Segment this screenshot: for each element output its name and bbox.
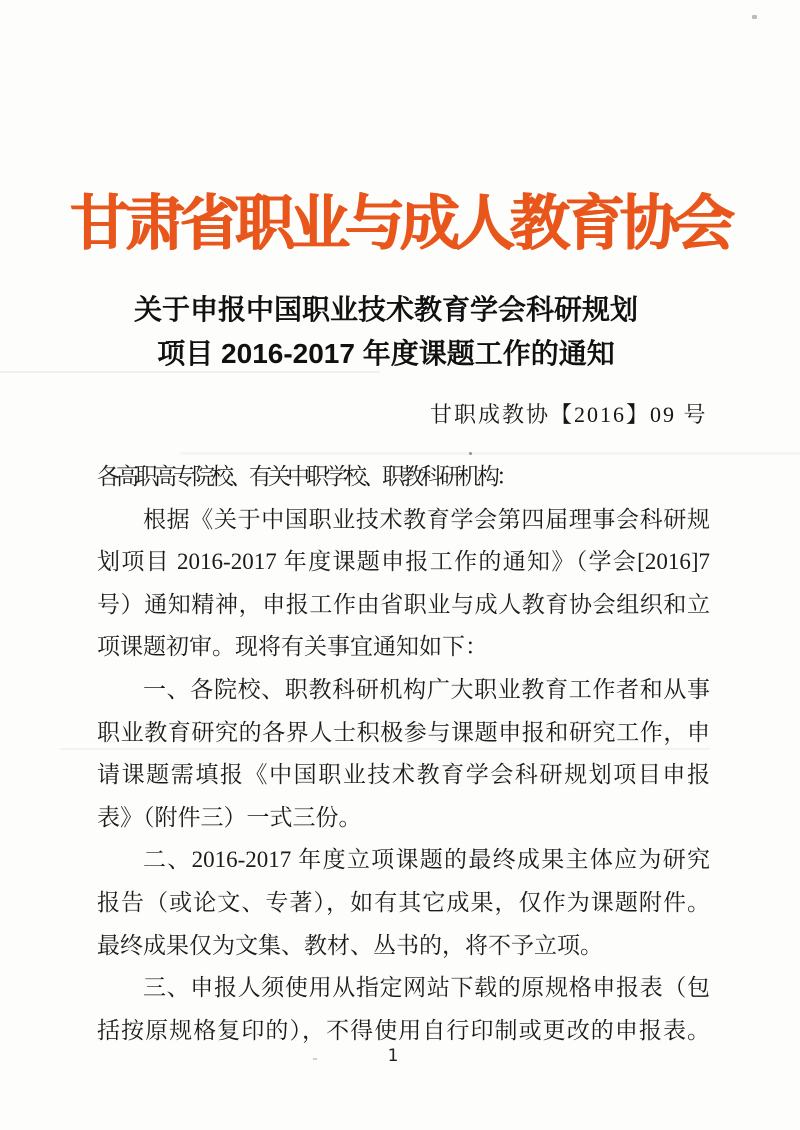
notice-body bbox=[97, 456, 710, 1052]
letterhead-title: 甘肃省职业与成人教育协会 bbox=[70, 191, 730, 257]
doc-number: 甘职成教协【2016】09 号 bbox=[430, 402, 708, 427]
body-line: 括按原规格复印的），不得使用自行印制或更改的申报表。 bbox=[97, 1017, 710, 1043]
scan-speck bbox=[313, 1058, 317, 1060]
body-line: 表》（附件三）一式三份。 bbox=[97, 804, 362, 830]
body-line: 号）通知精神，申报工作由省职业与成人教育协会组织和立 bbox=[97, 591, 710, 617]
body-line: 三、申报人须使用从指定网站下载的原规格申报表（包 bbox=[143, 975, 710, 1001]
notice-title-line2: 项目 2016-2017 年度课题工作的通知 bbox=[157, 338, 615, 369]
body-line: 请课题需填报《中国职业技术教育学会科研规划项目申报 bbox=[97, 762, 710, 788]
body-line: 一、各院校、职教科研机构广大职业教育工作者和从事 bbox=[143, 676, 710, 702]
body-line: 二、2016-2017 年度立项课题的最终成果主体应为研究 bbox=[143, 847, 710, 873]
body-line: 最终成果仅为文集、教材、丛书的，将不予立项。 bbox=[97, 932, 603, 958]
body-line: 报告（或论文、专著），如有其它成果，仅作为课题附件。 bbox=[97, 889, 710, 915]
notice-title-line1: 关于申报中国职业技术教育学会科研规划 bbox=[133, 294, 638, 325]
body-line: 根据《关于中国职业技术教育学会第四届理事会科研规 bbox=[143, 506, 710, 532]
scan-streak bbox=[180, 452, 800, 455]
scan-speck bbox=[752, 15, 757, 19]
scan-speck bbox=[469, 452, 472, 455]
page-number: 1 bbox=[387, 1046, 399, 1066]
notice-title bbox=[0, 288, 786, 376]
body-line: 职业教育研究的各界人士积极参与课题申报和研究工作，申 bbox=[97, 719, 710, 745]
body-line: 项课题初审。现将有关事宜通知如下： bbox=[97, 634, 488, 660]
body-line: 各高职高专院校、有关中职学校、职教科研机构： bbox=[97, 464, 515, 489]
body-line: 划项目 2016-2017 年度课题申报工作的通知》（学会[2016]7 bbox=[97, 549, 710, 575]
